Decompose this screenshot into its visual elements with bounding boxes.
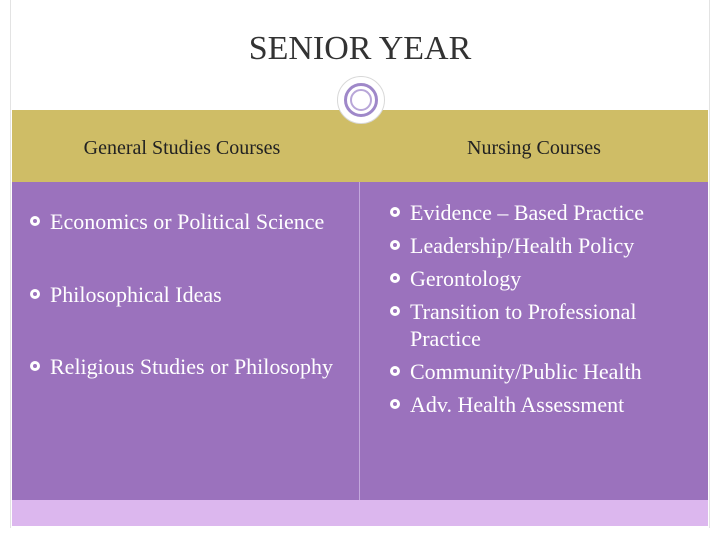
left-column-heading: General Studies Courses: [83, 137, 281, 159]
ring-bullet-icon: [390, 240, 400, 250]
ring-bullet-icon: [390, 306, 400, 316]
list-item: [382, 232, 707, 259]
ring-bullet-icon: [30, 216, 40, 226]
list-item: [382, 358, 707, 385]
list-item-text: Evidence – Based Practice: [410, 200, 644, 225]
ring-bullet-icon: [390, 399, 400, 409]
list-item: [382, 298, 707, 352]
list-item-text: Gerontology: [410, 266, 522, 291]
list-item: [22, 281, 342, 308]
column-divider: [359, 182, 360, 500]
list-item-text: Philosophical Ideas: [50, 282, 222, 307]
list-item: [382, 199, 707, 226]
ring-bullet-icon: [390, 273, 400, 283]
ring-bullet-icon: [30, 289, 40, 299]
ring-bullet-icon: [390, 366, 400, 376]
list-item: [22, 353, 342, 380]
general-studies-list: [22, 208, 342, 380]
list-item: [22, 208, 342, 235]
list-item-text: Leadership/Health Policy: [410, 233, 635, 258]
list-item: [382, 265, 707, 292]
ring-bullet-icon: [30, 361, 40, 371]
slide-title: SENIOR YEAR: [248, 30, 472, 67]
list-item-text: Adv. Health Assessment: [410, 392, 625, 417]
footer-band: [12, 500, 708, 526]
list-item-text: Religious Studies or Philosophy: [50, 354, 333, 379]
right-column-heading: Nursing Courses: [467, 137, 601, 159]
list-item-text: Economics or Political Science: [50, 209, 325, 234]
ring-bullet-icon: [390, 207, 400, 217]
list-item: [382, 391, 707, 418]
double-ring-emblem-icon: [337, 76, 385, 124]
nursing-courses-list: [382, 199, 707, 424]
list-item-text: Community/Public Health: [410, 359, 642, 384]
list-item-text: Transition to Professional Practice: [410, 299, 637, 351]
